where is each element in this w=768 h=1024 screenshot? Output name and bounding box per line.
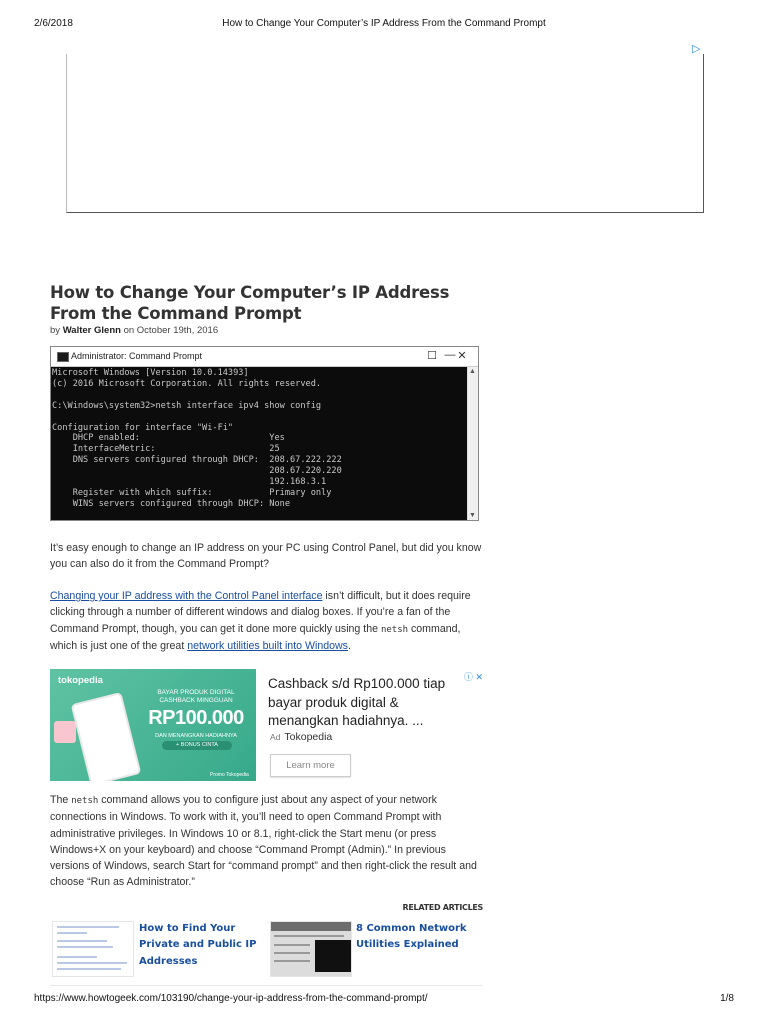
related-thumbnail[interactable] (270, 921, 352, 977)
thumb-terminal (315, 940, 351, 972)
cmd-line: Microsoft Windows [Version 10.0.14393] (52, 368, 249, 378)
scroll-up-icon: ▲ (469, 368, 476, 375)
ad-banner-image[interactable] (50, 669, 256, 781)
cmd-line: WINS servers configured through DHCP: None (52, 498, 290, 509)
top-ad-frame[interactable] (66, 54, 704, 213)
tokopedia-logo: tokopedia (58, 675, 103, 686)
thumb-line (274, 944, 310, 946)
paragraph-text: It’s easy enough to change an IP address on your PC using Control Panel, but did you know you can also do it from the Command Prompt? (50, 542, 482, 571)
related-article-link[interactable]: 8 Common Network Utilities Explained (356, 923, 467, 951)
phone-icon (71, 692, 142, 781)
cmd-line: Register with which suffix: Primary only (52, 487, 332, 498)
close-icon: ✕ (457, 350, 467, 362)
print-date: 2/6/2018 (34, 18, 73, 29)
thumb-bar (271, 922, 351, 931)
cmd-window-title: Administrator: Command Prompt (71, 351, 203, 361)
cmd-line (52, 412, 468, 423)
maximize-icon: ☐ (427, 350, 437, 362)
cmd-app-icon (57, 352, 69, 362)
cmd-screenshot (50, 346, 479, 521)
paragraph-text: command, which is just one of the great (50, 622, 461, 652)
banner-pill: + BONUS CINTA (162, 741, 232, 750)
divider (50, 985, 482, 986)
author-link[interactable]: Walter Glenn (62, 325, 121, 336)
thumb-line (57, 956, 97, 958)
related-thumbnail[interactable] (52, 921, 134, 977)
thumb-line (57, 946, 113, 948)
article-header (50, 282, 482, 336)
print-page-number: 1/8 (720, 993, 734, 1004)
cmd-line: C:\Windows\system32>netsh interface ipv4 show config (52, 400, 322, 411)
banner-amount: RP100.000 (148, 707, 244, 729)
banner-line: DAN MENANGKAN HADIAHNYA (155, 733, 237, 739)
cmd-line (52, 390, 468, 401)
article-title: How to Change Your Computer’s IP Address From the Command Prompt (50, 283, 450, 323)
print-title: How to Change Your Computer’s IP Address From the Command Prompt (222, 18, 546, 29)
learn-more-button[interactable]: Learn more (270, 754, 351, 777)
inline-code: netsh (71, 796, 99, 806)
related-article-link[interactable]: How to Find Your Private and Public IP Addresses (139, 923, 257, 967)
adchoices-icon[interactable]: ▷ (692, 43, 701, 55)
thumb-line (57, 932, 87, 934)
thumb-line (274, 952, 310, 954)
banner-credit: Promo Tokopedia (210, 772, 249, 778)
inline-code: netsh (380, 624, 409, 635)
byline-date: on October 19th, 2016 (120, 325, 219, 336)
network-utilities-link[interactable]: network utilities built into Windows (187, 639, 348, 652)
control-panel-link[interactable]: Changing your IP address with the Control Panel interface (50, 590, 323, 602)
cmd-scrollbar (467, 367, 478, 520)
article-paragraph (50, 540, 482, 573)
ad-headline[interactable]: Cashback s/d Rp100.000 tiap bayar produk digital & menangkan hadiahnya. ... (268, 676, 446, 728)
cmd-line: 208.67.220.220 (52, 466, 342, 477)
cmd-line: InterfaceMetric: 25 (52, 444, 280, 455)
thumb-line (57, 926, 119, 928)
thumb-line (274, 960, 310, 962)
gift-icon (54, 721, 76, 743)
ad-label: Ad (270, 732, 281, 742)
ad-source (270, 731, 332, 743)
thumb-line (274, 935, 344, 937)
paragraph-text: isn’t difficult, but it does require clicking through a number of different windows and dialog boxes. If you’re a fan of the Command Prompt, though, you can get it done more quickly using the (50, 590, 471, 635)
thumb-line (57, 968, 121, 970)
cmd-line: 192.168.3.1 (52, 477, 327, 488)
cmd-line: DHCP enabled: Yes (52, 433, 285, 444)
scroll-down-icon: ▼ (469, 512, 476, 519)
article-paragraph (50, 588, 482, 654)
cmd-titlebar (51, 347, 478, 367)
byline (50, 325, 482, 336)
paragraph-text: . (347, 639, 351, 652)
banner-line: CASHBACK MINGGUAN (159, 697, 233, 704)
ad-advertiser: Tokopedia (284, 731, 333, 743)
paragraph-text: The (50, 794, 72, 806)
cmd-line: Configuration for interface "Wi-Fi" (52, 422, 234, 433)
paragraph-text: command allows you to configure just about any aspect of your network connections in Windows. To work with it, you’ll need to open Command Prompt with administrative privileges. In Windows 10 or 8.1, right-click the Start menu (or press Windows+X on your keyboard) and choose “Command Prompt (Admin).” In previous versions of Windows, search Start for “command prompt” and then right-click the result and choose “Run as Administrator.” (50, 794, 477, 889)
thumb-line (57, 940, 107, 942)
article-paragraph (50, 792, 482, 891)
thumb-line (57, 962, 127, 964)
byline-prefix: by (50, 325, 63, 336)
minimize-icon: — (444, 349, 456, 361)
cmd-output (51, 367, 468, 520)
tokopedia-ad[interactable] (50, 669, 484, 781)
cmd-line: DNS servers configured through DHCP: 208.67.222.222 (52, 455, 342, 466)
related-articles-heading: RELATED ARTICLES (402, 903, 483, 912)
banner-line: BAYAR PRODUK DIGITAL (157, 689, 235, 696)
cmd-line: (c) 2016 Microsoft Corporation. All rights reserved. (52, 378, 322, 389)
ad-close-icon[interactable]: ⓘ ✕ (464, 672, 484, 682)
print-url: https://www.howtogeek.com/103190/change-your-ip-address-from-the-command-prompt/ (34, 993, 428, 1004)
